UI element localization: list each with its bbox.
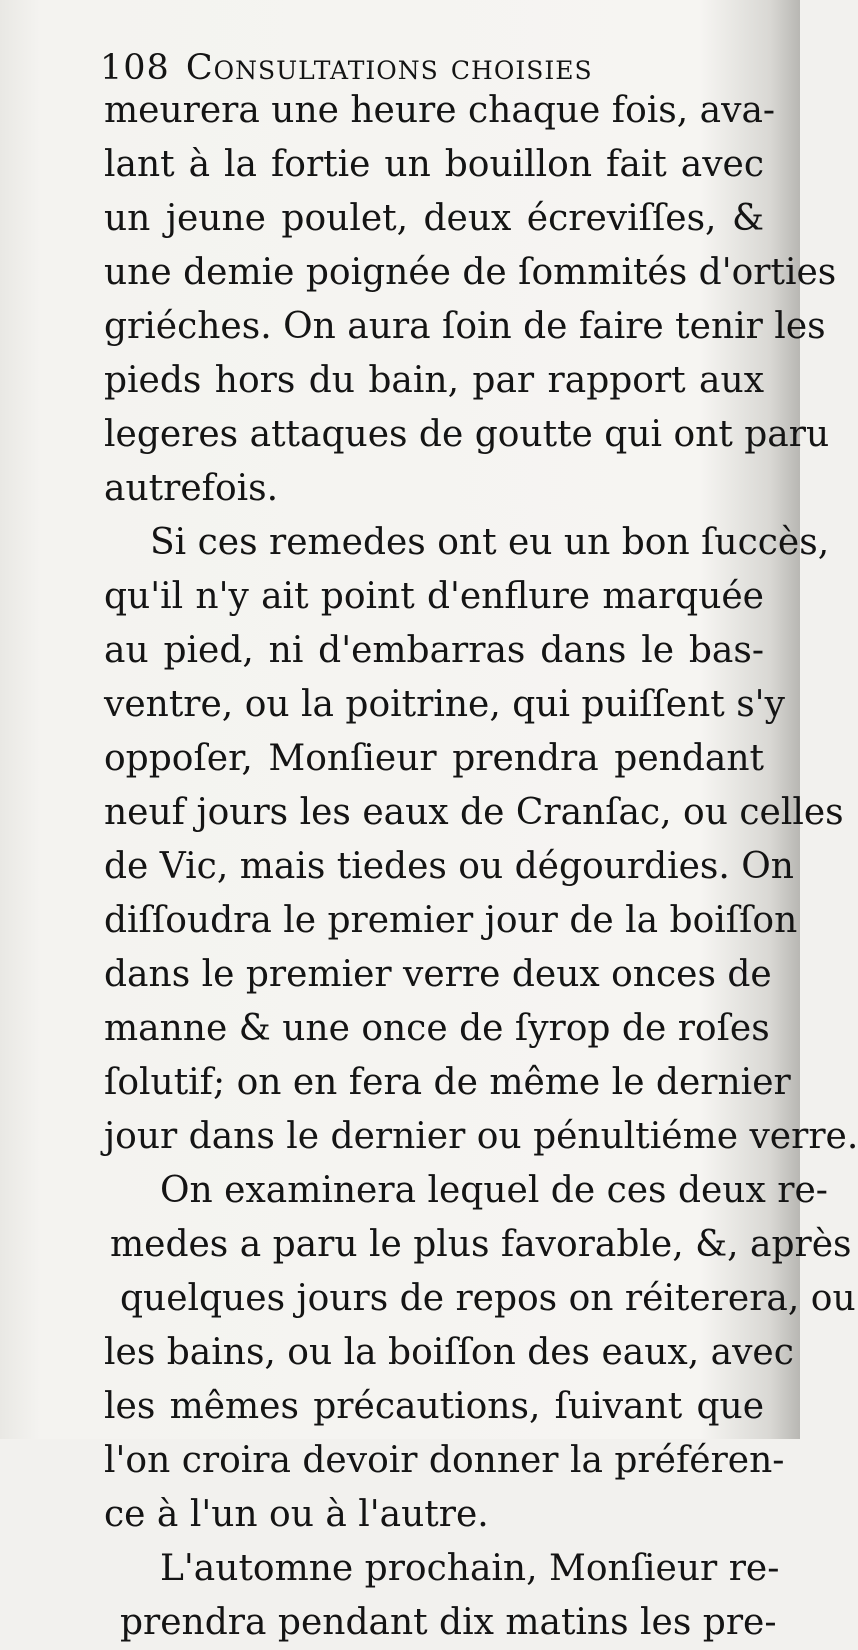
paragraph-first-line: Si ces remedes ont eu un bon ſuccès,	[150, 522, 830, 563]
page-number: 108	[100, 48, 170, 88]
body-text	[104, 84, 858, 1650]
text-line: manne & une once de ſyrop de roſes	[104, 1008, 770, 1049]
text-line: dans le premier verre deux onces de	[104, 954, 772, 995]
paragraph-first-line: On examinera lequel de ces deux re-	[160, 1170, 828, 1211]
paragraph-first-line: L'automne prochain, Monſieur re-	[160, 1548, 780, 1589]
text-line: diſſoudra le premier jour de la boiſſon	[104, 900, 798, 941]
text-line: pieds hors du bain, par rapport aux	[104, 360, 764, 401]
running-title: Consultations choisies	[185, 48, 593, 88]
text-line: oppoſer, Monſieur prendra pendant	[104, 738, 764, 779]
text-line: l'on croira devoir donner la préféren-	[104, 1440, 785, 1481]
text-line: les mêmes précautions, ſuivant que	[104, 1386, 764, 1427]
text-line: ventre, ou la poitrine, qui puiſſent s'y	[104, 684, 785, 725]
text-line: une demie poignée de ſommités d'orties	[104, 252, 837, 293]
text-line: de Vic, mais tiedes ou dégourdies. On	[104, 846, 794, 887]
text-line: lant à la fortie un bouillon fait avec	[104, 144, 764, 185]
text-line: prendra pendant dix matins les pre-	[120, 1602, 777, 1643]
text-line: un jeune poulet, deux écreviſſes, &	[104, 198, 764, 239]
text-line: medes a paru le plus favorable, &, après	[110, 1224, 852, 1265]
text-line: les bains, ou la boiſſon des eaux, avec	[104, 1332, 794, 1373]
text-line: meurera une heure chaque fois, ava-	[104, 90, 776, 131]
text-line: jour dans le dernier ou pénultiéme verre.	[104, 1116, 858, 1157]
text-line: griéches. On aura ſoin de faire tenir les	[104, 306, 826, 347]
text-line: legeres attaques de goutte qui ont paru	[104, 414, 830, 455]
text-line: neuf jours les eaux de Cranſac, ou celles	[104, 792, 844, 833]
text-line: qu'il n'y ait point d'enflure marquée	[104, 576, 764, 617]
text-line: ce à l'un ou à l'autre.	[104, 1494, 489, 1535]
text-line: autrefois.	[104, 468, 279, 509]
text-line: quelques jours de repos on réiterera, ou	[120, 1278, 856, 1319]
text-line: ſolutif; on en fera de même le dernier	[104, 1062, 791, 1103]
text-line: au pied, ni d'embarras dans le bas-	[104, 630, 764, 671]
